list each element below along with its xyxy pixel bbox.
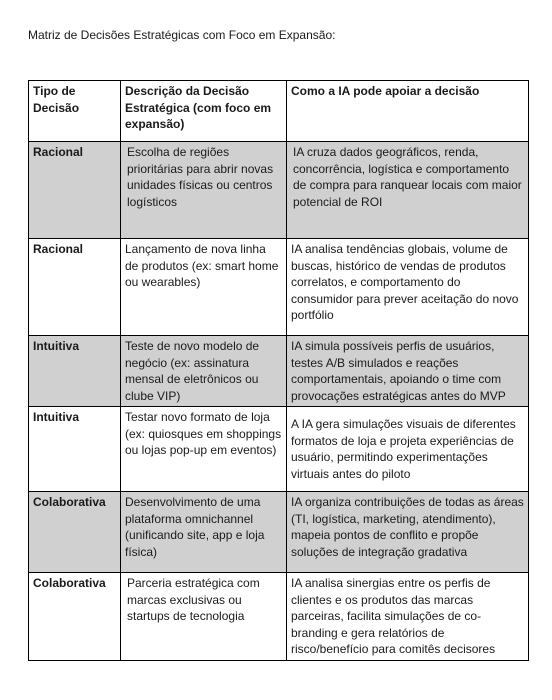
- decision-description-cell: Parceria estratégica com marcas exclusivas ou startups de tecnologia: [121, 573, 287, 661]
- table-row: [29, 142, 529, 239]
- decision-type-cell: Intuitiva: [29, 407, 121, 492]
- decision-description-cell: Teste de novo modelo de negócio (ex: assinatura mensal de eletrônicos ou clube VIP): [121, 336, 287, 407]
- table-row: [29, 573, 529, 661]
- ai-support-cell: IA analisa tendências globais, volume de buscas, histórico de vendas de produtos correlatos, e comportamento do consumidor para prever aceitação do novo portfólio: [287, 239, 529, 336]
- decision-type-cell: Racional: [29, 142, 121, 239]
- document-title: Matriz de Decisões Estratégicas com Foco em Expansão:: [28, 28, 336, 42]
- decision-description-cell: Desenvolvimento de uma plataforma omnichannel (unificando site, app e loja física): [121, 492, 287, 573]
- ai-support-cell: A IA gera simulações visuais de diferentes formatos de loja e projeta experiências de usuário, permitindo experimentações virtuais antes do piloto: [287, 407, 529, 492]
- table-row: [29, 492, 529, 573]
- header-decision-type: Tipo de Decisão: [29, 81, 121, 142]
- decision-description-cell: Lançamento de nova linha de produtos (ex: smart home ou wearables): [121, 239, 287, 336]
- ai-support-cell: IA cruza dados geográficos, renda, concorrência, logística e comportamento de compra para ranquear locais com maior potencial de ROI: [287, 142, 529, 239]
- decision-description-cell: Testar novo formato de loja (ex: quiosques em shoppings ou lojas pop-up em eventos): [121, 407, 287, 492]
- decision-type-cell: Racional: [29, 239, 121, 336]
- decision-matrix-table: [28, 80, 529, 661]
- ai-support-cell: IA analisa sinergias entre os perfis de clientes e os produtos das marcas parceiras, facilita simulações de co-branding e gera relatórios de risco/benefício para comitês decisores: [287, 573, 529, 661]
- table-row: [29, 239, 529, 336]
- ai-support-cell: IA simula possíveis perfis de usuários, testes A/B simulados e reações comportamentais, apoiando o time com provocações estratégicas antes do MVP: [287, 336, 529, 407]
- decision-description-cell: Escolha de regiões prioritárias para abrir novas unidades físicas ou centros logísticos: [121, 142, 287, 239]
- header-decision-description: Descrição da Decisão Estratégica (com foco em expansão): [121, 81, 287, 142]
- table-header-row: [29, 81, 529, 142]
- header-ai-support: Como a IA pode apoiar a decisão: [287, 81, 529, 142]
- decision-type-cell: Intuitiva: [29, 336, 121, 407]
- decision-type-cell: Colaborativa: [29, 573, 121, 661]
- ai-support-cell: IA organiza contribuições de todas as áreas (TI, logística, marketing, atendimento), mapeia pontos de conflito e propõe soluções de integração gradativa: [287, 492, 529, 573]
- table-row: [29, 407, 529, 492]
- table-row: [29, 336, 529, 407]
- decision-type-cell: Colaborativa: [29, 492, 121, 573]
